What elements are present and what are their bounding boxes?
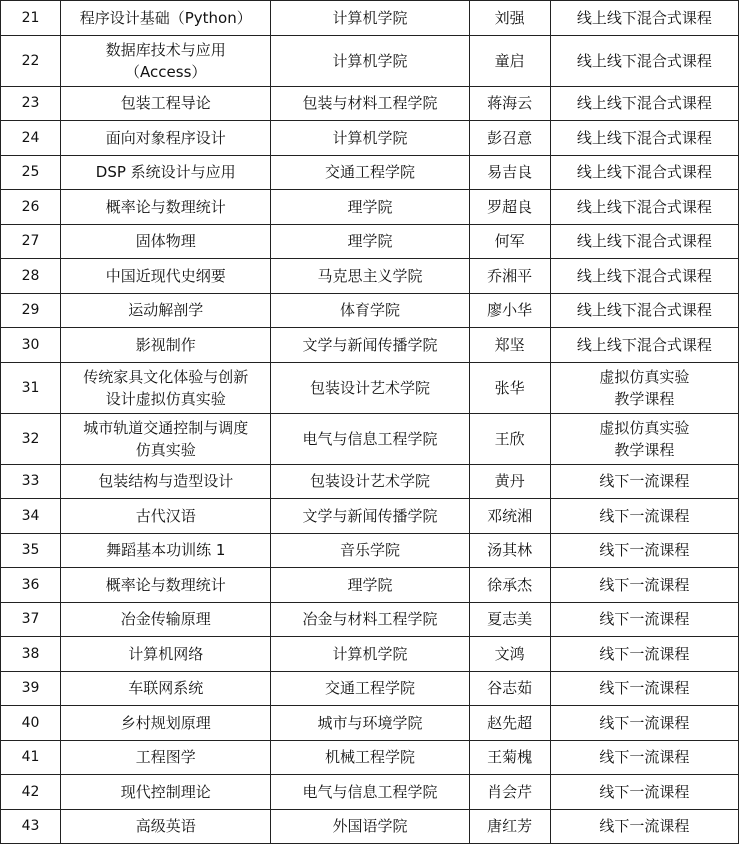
course-type-cell: 线下一流课程 [550,740,738,775]
teacher-name-cell: 郑坚 [469,328,550,363]
course-name-cell: 传统家具文化体验与创新 设计虚拟仿真实验 [61,362,271,413]
table-row [1,809,739,844]
teacher-name-cell: 谷志茹 [469,671,550,706]
table-row [1,328,739,363]
course-type-cell: 线下一流课程 [550,533,738,568]
row-number-cell: 43 [1,809,61,844]
college-name-cell: 计算机学院 [271,121,469,156]
college-name-cell: 文学与新闻传播学院 [271,328,469,363]
college-name-cell: 马克思主义学院 [271,259,469,294]
table-row [1,533,739,568]
course-name-cell: 程序设计基础（Python） [61,1,271,36]
table-row [1,362,739,413]
table-row [1,224,739,259]
course-type-cell: 线下一流课程 [550,671,738,706]
teacher-name-cell: 罗超良 [469,190,550,225]
row-number-cell: 42 [1,775,61,810]
college-name-cell: 冶金与材料工程学院 [271,602,469,637]
row-number-cell: 28 [1,259,61,294]
course-name-cell: 包装工程导论 [61,86,271,121]
row-number-cell: 41 [1,740,61,775]
teacher-name-cell: 蒋海云 [469,86,550,121]
course-name-cell: 数据库技术与应用 （Access） [61,35,271,86]
course-name-cell: 计算机网络 [61,637,271,672]
row-number-cell: 32 [1,413,61,464]
college-name-cell: 交通工程学院 [271,155,469,190]
table-row [1,706,739,741]
course-type-cell: 虚拟仿真实验 教学课程 [550,413,738,464]
college-name-cell: 计算机学院 [271,35,469,86]
teacher-name-cell: 何军 [469,224,550,259]
course-name-cell: 冶金传输原理 [61,602,271,637]
table-row [1,121,739,156]
college-name-cell: 外国语学院 [271,809,469,844]
course-type-cell: 线上线下混合式课程 [550,35,738,86]
row-number-cell: 23 [1,86,61,121]
college-name-cell: 理学院 [271,224,469,259]
college-name-cell: 城市与环境学院 [271,706,469,741]
course-name-cell: DSP 系统设计与应用 [61,155,271,190]
college-name-cell: 理学院 [271,190,469,225]
row-number-cell: 34 [1,499,61,534]
table-row [1,293,739,328]
row-number-cell: 39 [1,671,61,706]
teacher-name-cell: 唐红芳 [469,809,550,844]
teacher-name-cell: 邓统湘 [469,499,550,534]
table-row [1,464,739,499]
course-name-cell: 古代汉语 [61,499,271,534]
college-name-cell: 电气与信息工程学院 [271,413,469,464]
course-type-cell: 线下一流课程 [550,464,738,499]
teacher-name-cell: 徐承杰 [469,568,550,603]
course-type-cell: 虚拟仿真实验 教学课程 [550,362,738,413]
course-type-cell: 线下一流课程 [550,809,738,844]
course-type-cell: 线下一流课程 [550,775,738,810]
course-type-cell: 线上线下混合式课程 [550,155,738,190]
course-type-cell: 线上线下混合式课程 [550,328,738,363]
course-name-cell: 车联网系统 [61,671,271,706]
table-row [1,568,739,603]
row-number-cell: 35 [1,533,61,568]
teacher-name-cell: 彭召意 [469,121,550,156]
course-name-cell: 包装结构与造型设计 [61,464,271,499]
course-table-body [1,1,739,844]
teacher-name-cell: 廖小华 [469,293,550,328]
course-name-cell: 乡村规划原理 [61,706,271,741]
college-name-cell: 音乐学院 [271,533,469,568]
course-name-cell: 面向对象程序设计 [61,121,271,156]
course-type-cell: 线上线下混合式课程 [550,1,738,36]
row-number-cell: 40 [1,706,61,741]
course-name-cell: 概率论与数理统计 [61,190,271,225]
row-number-cell: 30 [1,328,61,363]
course-name-cell: 运动解剖学 [61,293,271,328]
course-type-cell: 线上线下混合式课程 [550,259,738,294]
table-row [1,1,739,36]
teacher-name-cell: 赵先超 [469,706,550,741]
course-type-cell: 线上线下混合式课程 [550,121,738,156]
course-type-cell: 线下一流课程 [550,602,738,637]
row-number-cell: 33 [1,464,61,499]
table-row [1,155,739,190]
row-number-cell: 27 [1,224,61,259]
teacher-name-cell: 汤其林 [469,533,550,568]
college-name-cell: 包装设计艺术学院 [271,362,469,413]
teacher-name-cell: 易吉良 [469,155,550,190]
row-number-cell: 24 [1,121,61,156]
course-type-cell: 线下一流课程 [550,637,738,672]
course-type-cell: 线下一流课程 [550,568,738,603]
teacher-name-cell: 文鸿 [469,637,550,672]
table-row [1,740,739,775]
course-name-cell: 工程图学 [61,740,271,775]
row-number-cell: 29 [1,293,61,328]
college-name-cell: 包装与材料工程学院 [271,86,469,121]
teacher-name-cell: 刘强 [469,1,550,36]
course-name-cell: 固体物理 [61,224,271,259]
table-row [1,775,739,810]
row-number-cell: 22 [1,35,61,86]
college-name-cell: 计算机学院 [271,637,469,672]
college-name-cell: 理学院 [271,568,469,603]
course-name-cell: 舞蹈基本功训练 1 [61,533,271,568]
course-type-cell: 线下一流课程 [550,706,738,741]
table-row [1,259,739,294]
teacher-name-cell: 王欣 [469,413,550,464]
course-type-cell: 线上线下混合式课程 [550,190,738,225]
college-name-cell: 文学与新闻传播学院 [271,499,469,534]
row-number-cell: 31 [1,362,61,413]
course-name-cell: 影视制作 [61,328,271,363]
table-row [1,671,739,706]
row-number-cell: 36 [1,568,61,603]
table-row [1,637,739,672]
table-row [1,413,739,464]
teacher-name-cell: 黄丹 [469,464,550,499]
table-row [1,499,739,534]
teacher-name-cell: 王菊槐 [469,740,550,775]
row-number-cell: 38 [1,637,61,672]
college-name-cell: 计算机学院 [271,1,469,36]
course-type-cell: 线上线下混合式课程 [550,86,738,121]
college-name-cell: 包装设计艺术学院 [271,464,469,499]
course-type-cell: 线上线下混合式课程 [550,224,738,259]
teacher-name-cell: 夏志美 [469,602,550,637]
row-number-cell: 25 [1,155,61,190]
college-name-cell: 体育学院 [271,293,469,328]
row-number-cell: 21 [1,1,61,36]
course-name-cell: 现代控制理论 [61,775,271,810]
table-row [1,190,739,225]
college-name-cell: 电气与信息工程学院 [271,775,469,810]
course-name-cell: 城市轨道交通控制与调度 仿真实验 [61,413,271,464]
teacher-name-cell: 童启 [469,35,550,86]
teacher-name-cell: 肖会芹 [469,775,550,810]
course-name-cell: 中国近现代史纲要 [61,259,271,294]
table-row [1,35,739,86]
table-row [1,602,739,637]
course-type-cell: 线上线下混合式课程 [550,293,738,328]
course-name-cell: 高级英语 [61,809,271,844]
college-name-cell: 交通工程学院 [271,671,469,706]
teacher-name-cell: 张华 [469,362,550,413]
row-number-cell: 37 [1,602,61,637]
row-number-cell: 26 [1,190,61,225]
course-type-cell: 线下一流课程 [550,499,738,534]
course-name-cell: 概率论与数理统计 [61,568,271,603]
college-name-cell: 机械工程学院 [271,740,469,775]
teacher-name-cell: 乔湘平 [469,259,550,294]
table-row [1,86,739,121]
